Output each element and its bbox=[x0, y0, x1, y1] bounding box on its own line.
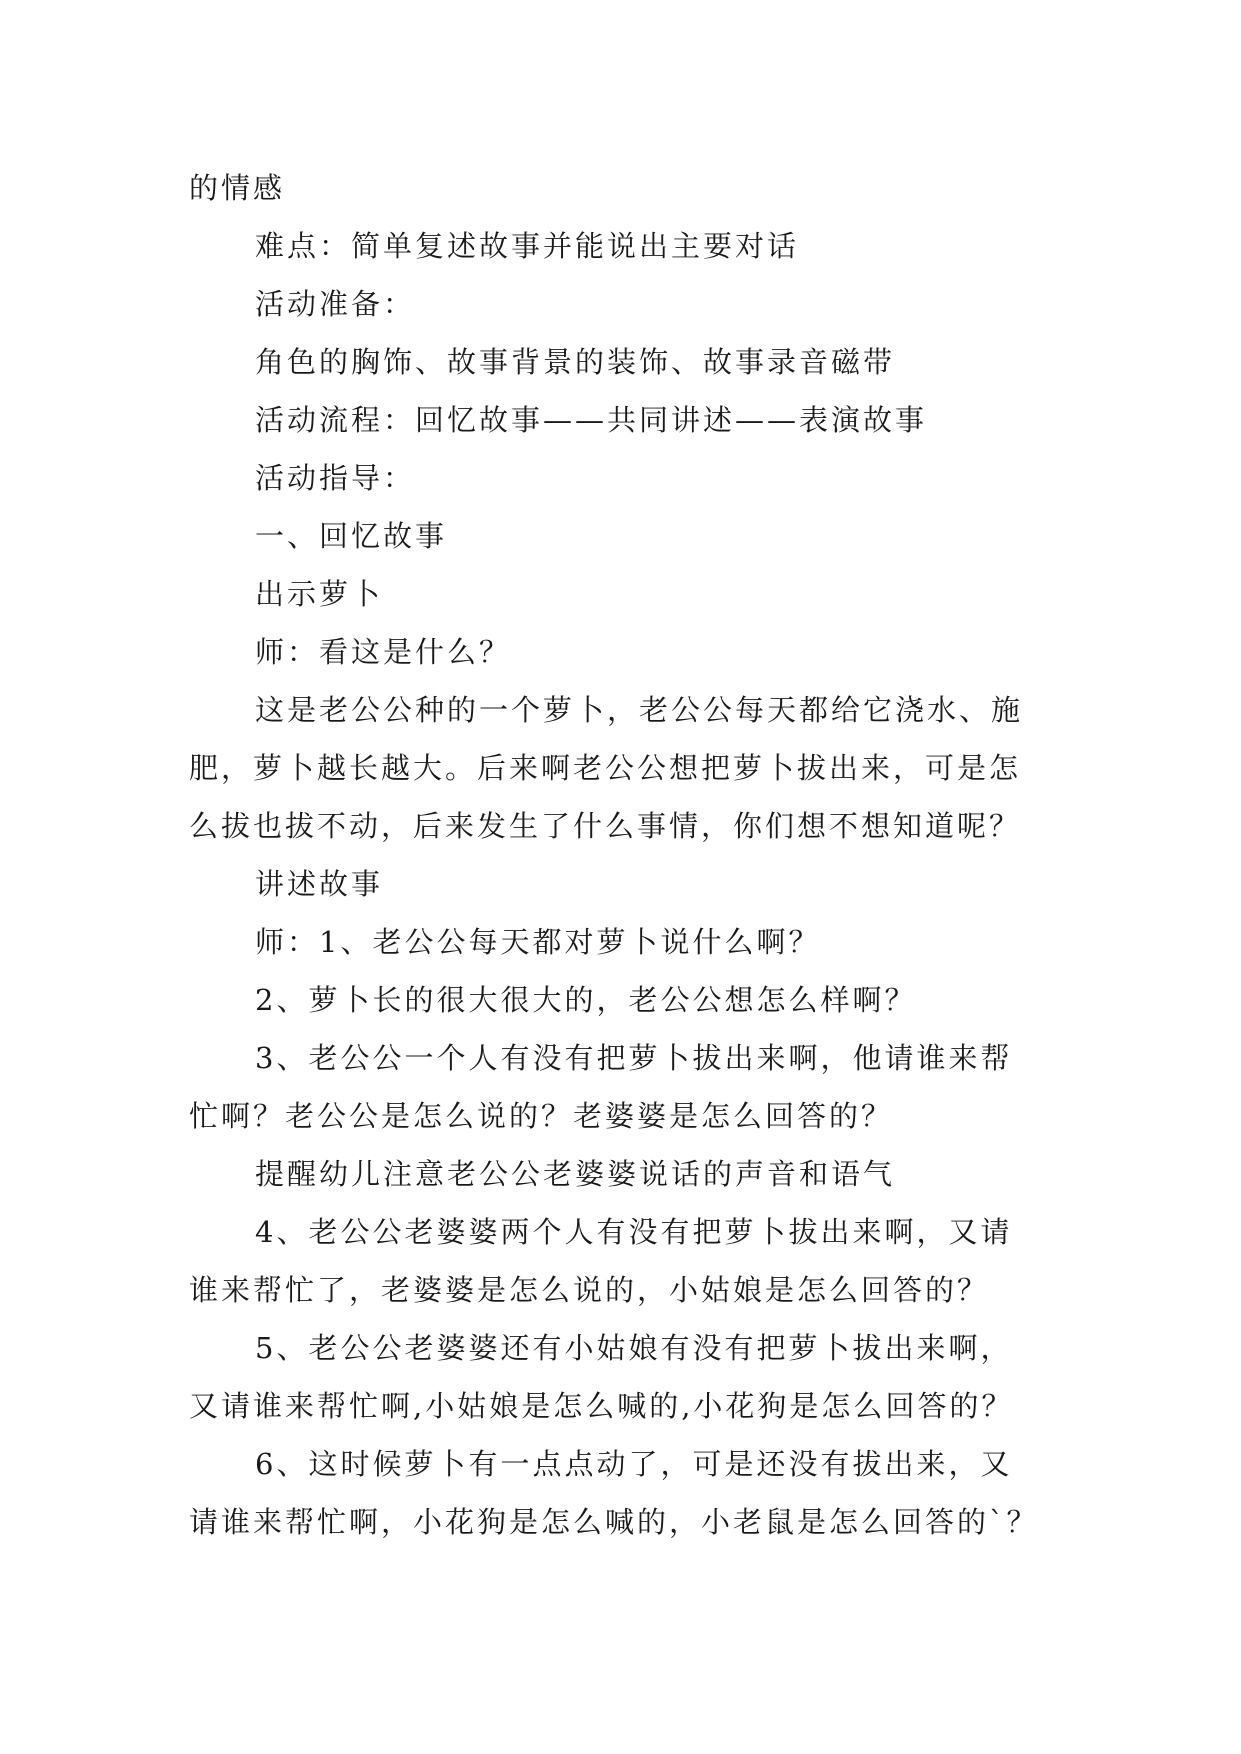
text-line: 5、老公公老婆婆还有小姑娘有没有把萝卜拔出来啊， bbox=[255, 1331, 1013, 1365]
text-line: 么拔也拔不动，后来发生了什么事情，你们想不想知道呢？ bbox=[189, 809, 1022, 843]
text-line: 忙啊？老公公是怎么说的？老婆婆是怎么回答的？ bbox=[189, 1099, 894, 1133]
text-line: 难点：简单复述故事并能说出主要对话 bbox=[255, 229, 800, 263]
text-line: 3、老公公一个人有没有把萝卜拔出来啊，他请谁来帮 bbox=[255, 1041, 1013, 1075]
text-line: 活动准备： bbox=[255, 287, 416, 321]
text-line: 活动指导： bbox=[255, 461, 416, 495]
text-line: 请谁来帮忙啊，小花狗是怎么喊的，小老鼠是怎么回答的`？ bbox=[189, 1505, 1039, 1539]
text-line: 谁来帮忙了，老婆婆是怎么说的，小姑娘是怎么回答的？ bbox=[189, 1273, 990, 1307]
text-line: 角色的胸饰、故事背景的装饰、故事录音磁带 bbox=[255, 345, 896, 379]
text-line: 2、萝卜长的很大很大的，老公公想怎么样啊？ bbox=[255, 983, 917, 1017]
text-line: 肥，萝卜越长越大。后来啊老公公想把萝卜拔出来，可是怎 bbox=[189, 751, 1022, 785]
text-line: 又请谁来帮忙啊,小姑娘是怎么喊的,小花狗是怎么回答的？ bbox=[189, 1389, 1014, 1423]
text-line: 师：1、老公公每天都对萝卜说什么啊？ bbox=[255, 925, 821, 959]
text-line: 活动流程：回忆故事——共同讲述——表演故事 bbox=[255, 403, 928, 437]
text-line: 提醒幼儿注意老公公老婆婆说话的声音和语气 bbox=[255, 1157, 896, 1191]
text-line: 的情感 bbox=[189, 171, 286, 205]
text-line: 4、老公公老婆婆两个人有没有把萝卜拔出来啊，又请 bbox=[255, 1215, 1013, 1249]
text-line: 讲述故事 bbox=[255, 867, 384, 901]
text-line: 出示萝卜 bbox=[255, 577, 384, 611]
text-line: 6、这时候萝卜有一点点动了，可是还没有拔出来，又 bbox=[255, 1447, 1013, 1481]
text-line: 这是老公公种的一个萝卜，老公公每天都给它浇水、施 bbox=[255, 693, 1024, 727]
document-body bbox=[189, 159, 1069, 1551]
text-line: 师：看这是什么？ bbox=[255, 635, 512, 669]
section-heading: 一、回忆故事 bbox=[255, 519, 448, 553]
